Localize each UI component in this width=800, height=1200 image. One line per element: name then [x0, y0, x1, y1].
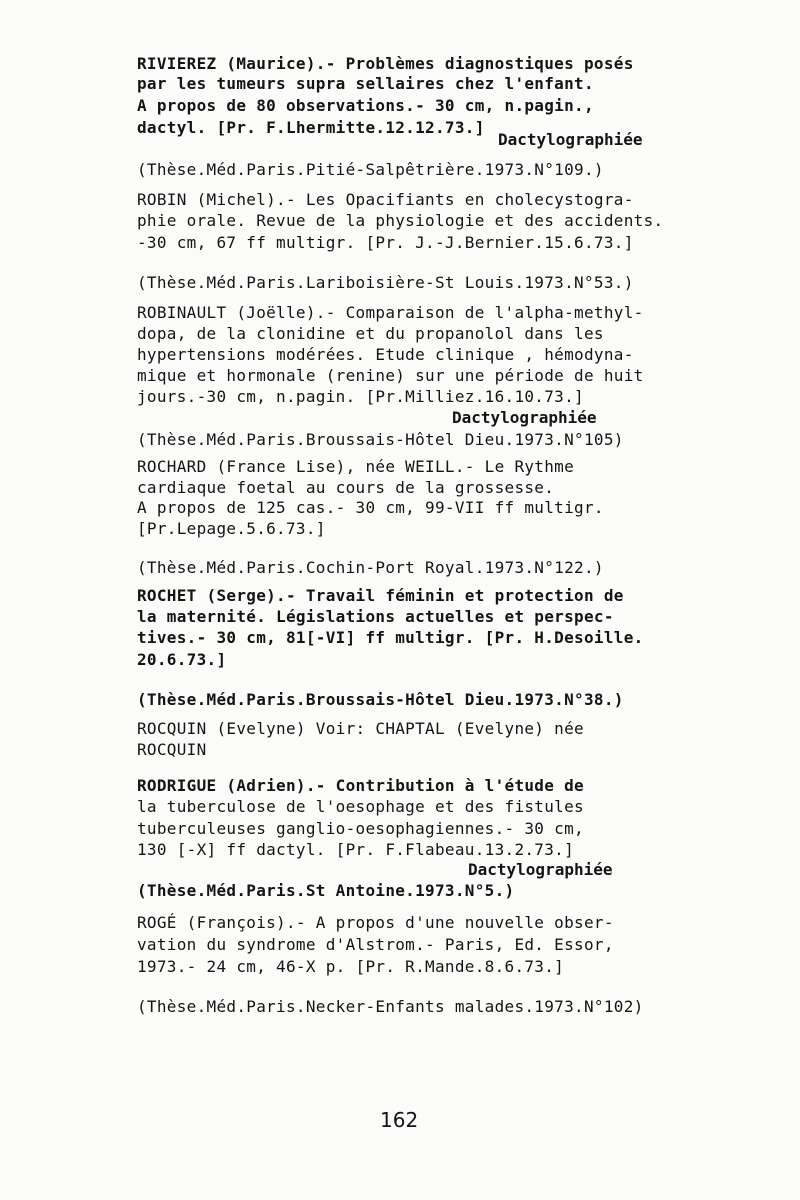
- entry-8-line-1: ROGÉ (François).- A propos d'une nouvelle obser-: [137, 913, 614, 932]
- entry-1-source: (Thèse.Méd.Paris.Pitié-Salpêtrière.1973.N°109.): [137, 160, 604, 179]
- entry-1-line-4: dactyl. [Pr. F.Lhermitte.12.12.73.]: [137, 118, 485, 137]
- entry-2-line-2: phie orale. Revue de la physiologie et des accidents.: [137, 211, 664, 230]
- entry-8-line-2: vation du syndrome d'Alstrom.- Paris, Ed. Essor,: [137, 935, 614, 954]
- entry-1-note: Dactylographiée: [498, 130, 643, 149]
- entry-4-line-2: cardiaque foetal au cours de la grossesse.: [137, 478, 555, 497]
- entry-1-line-3: A propos de 80 observations.- 30 cm, n.pagin.,: [137, 96, 594, 115]
- entry-1-line-2: par les tumeurs supra sellaires chez l'enfant.: [137, 74, 594, 93]
- entry-3-line-3: hypertensions modérées. Etude clinique , hémodyna-: [137, 345, 634, 364]
- entry-3-line-2: dopa, de la clonidine et du propanolol dans les: [137, 324, 604, 343]
- entry-3-note: Dactylographiée: [452, 408, 597, 427]
- entry-7-source: (Thèse.Méd.Paris.St Antoine.1973.N°5.): [137, 881, 515, 900]
- entry-8-line-3: 1973.- 24 cm, 46-X p. [Pr. R.Mande.8.6.73.]: [137, 957, 565, 976]
- entry-5-line-1: ROCHET (Serge).- Travail féminin et protection de: [137, 586, 624, 605]
- entry-5-line-3: tives.- 30 cm, 81[-VI] ff multigr. [Pr. H.Desoille.: [137, 628, 644, 647]
- entry-7-note: Dactylographiée: [468, 860, 613, 879]
- entry-7-line-4: 130 [-X] ff dactyl. [Pr. F.Flabeau.13.2.73.]: [137, 840, 575, 859]
- entry-4-source: (Thèse.Méd.Paris.Cochin-Port Royal.1973.N°122.): [137, 558, 604, 577]
- entry-3-line-5: jours.-30 cm, n.pagin. [Pr.Milliez.16.10.73.]: [137, 387, 584, 406]
- entry-4-line-3: A propos de 125 cas.- 30 cm, 99-VII ff multigr.: [137, 498, 604, 517]
- entry-7-line-2: la tuberculose de l'oesophage et des fistules: [137, 797, 584, 816]
- entry-2-line-1: ROBIN (Michel).- Les Opacifiants en cholecystogra-: [137, 190, 634, 209]
- entry-2-line-3: -30 cm, 67 ff multigr. [Pr. J.-J.Bernier.15.6.73.]: [137, 233, 634, 252]
- entry-5-line-4: 20.6.73.]: [137, 650, 227, 669]
- entry-3-line-4: mique et hormonale (renine) sur une période de huit: [137, 366, 644, 385]
- entry-4-line-1: ROCHARD (France Lise), née WEILL.- Le Rythme: [137, 457, 575, 476]
- entry-5-line-2: la maternité. Législations actuelles et perspec-: [137, 607, 614, 626]
- entry-6-line-1: ROCQUIN (Evelyne) Voir: CHAPTAL (Evelyne) née: [137, 719, 584, 738]
- page-number: 162: [380, 1108, 419, 1132]
- entry-4-line-4: [Pr.Lepage.5.6.73.]: [137, 519, 326, 538]
- entry-1-line-1: RIVIEREZ (Maurice).- Problèmes diagnostiques posés: [137, 54, 634, 73]
- entry-7-line-1: RODRIGUE (Adrien).- Contribution à l'étude de: [137, 776, 584, 795]
- entry-5-source: (Thèse.Méd.Paris.Broussais-Hôtel Dieu.1973.N°38.): [137, 690, 624, 709]
- entry-6-line-2: ROCQUIN: [137, 740, 207, 759]
- entry-7-line-3: tuberculeuses ganglio-oesophagiennes.- 30 cm,: [137, 819, 584, 838]
- entry-3-line-1: ROBINAULT (Joëlle).- Comparaison de l'alpha-methyl-: [137, 303, 644, 322]
- entry-2-source: (Thèse.Méd.Paris.Lariboisière-St Louis.1973.N°53.): [137, 273, 634, 292]
- entry-3-source: (Thèse.Méd.Paris.Broussais-Hôtel Dieu.1973.N°105): [137, 430, 624, 449]
- entry-8-source: (Thèse.Méd.Paris.Necker-Enfants malades.1973.N°102): [137, 997, 644, 1016]
